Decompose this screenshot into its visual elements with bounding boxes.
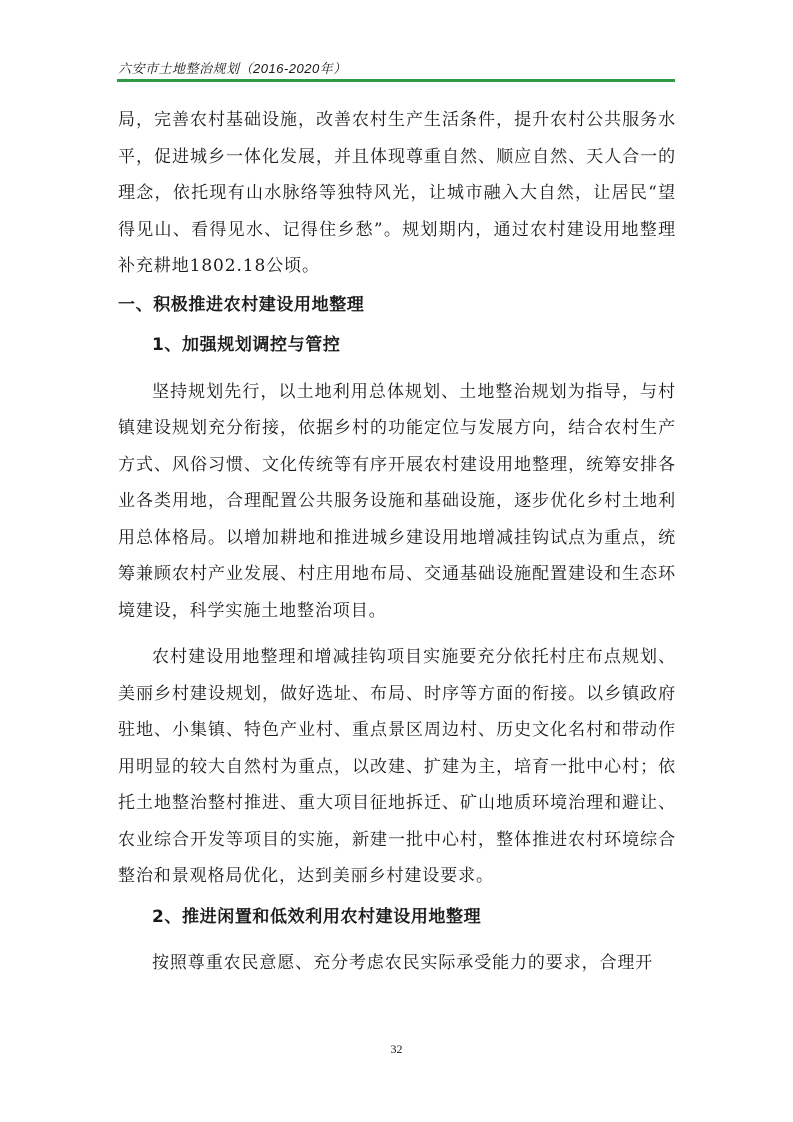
running-header: 六安市土地整治规划（2016-2020年）	[118, 61, 347, 76]
subsection-heading-2: 2、推进闲置和低效利用农村建设用地整理	[152, 906, 482, 927]
paragraph-gap	[118, 629, 676, 639]
paragraph-3: 按照尊重农民意愿、充分考虑农民实际承受能力的要求，合理开	[152, 953, 654, 973]
header-rule	[117, 79, 675, 82]
section-heading: 一、积极推进农村建设用地整理	[118, 294, 365, 315]
page-body	[118, 102, 676, 982]
continuation-paragraph: 局，完善农村基础设施，改善农村生产生活条件，提升农村公共服务水平，促进城乡一体化发展，并且体现尊重自然、顺应自然、天人合一的理念，依托现有山水脉络等独特风光，让城市融入大自然，让居民“望得见山、看得见水、记得住乡愁”。规划期内，通过农村建设用地整理补充耕地1802.18公顷。	[118, 110, 676, 276]
page-number: 32	[390, 1042, 403, 1056]
subsection-heading-1: 1、加强规划调控与管控	[152, 335, 341, 355]
paragraph-1: 坚持规划先行，以土地利用总体规划、土地整治规划为指导，与村镇建设规划充分衔接，依据乡村的功能定位与发展方向，结合农村生产方式、风俗习惯、文化传统等有序开展农村建设用地整理，统筹安排各业各类用地，合理配置公共服务设施和基础设施，逐步优化乡村土地利用总体格局。以增加耕地和推进城乡建设用地增减挂钩试点为重点，统筹兼顾农村产业发展、村庄用地布局、交通基础设施配置建设和生态环境建设，科学实施土地整治项目。	[118, 381, 676, 621]
paragraph-2: 农村建设用地整理和增减挂钩项目实施要充分依托村庄布点规划、美丽乡村建设规划，做好选址、布局、时序等方面的衔接。以乡镇政府驻地、小集镇、特色产业村、重点景区周边村、历史文化名村和带动作用明显的较大自然村为重点，以改建、扩建为主，培育一批中心村；依托土地整治整村推进、重大项目征地拆迁、矿山地质环境治理和避让、农业综合开发等项目的实施，新建一批中心村，整体推进农村环境综合整治和景观格局优化，达到美丽乡村建设要求。	[118, 647, 676, 886]
